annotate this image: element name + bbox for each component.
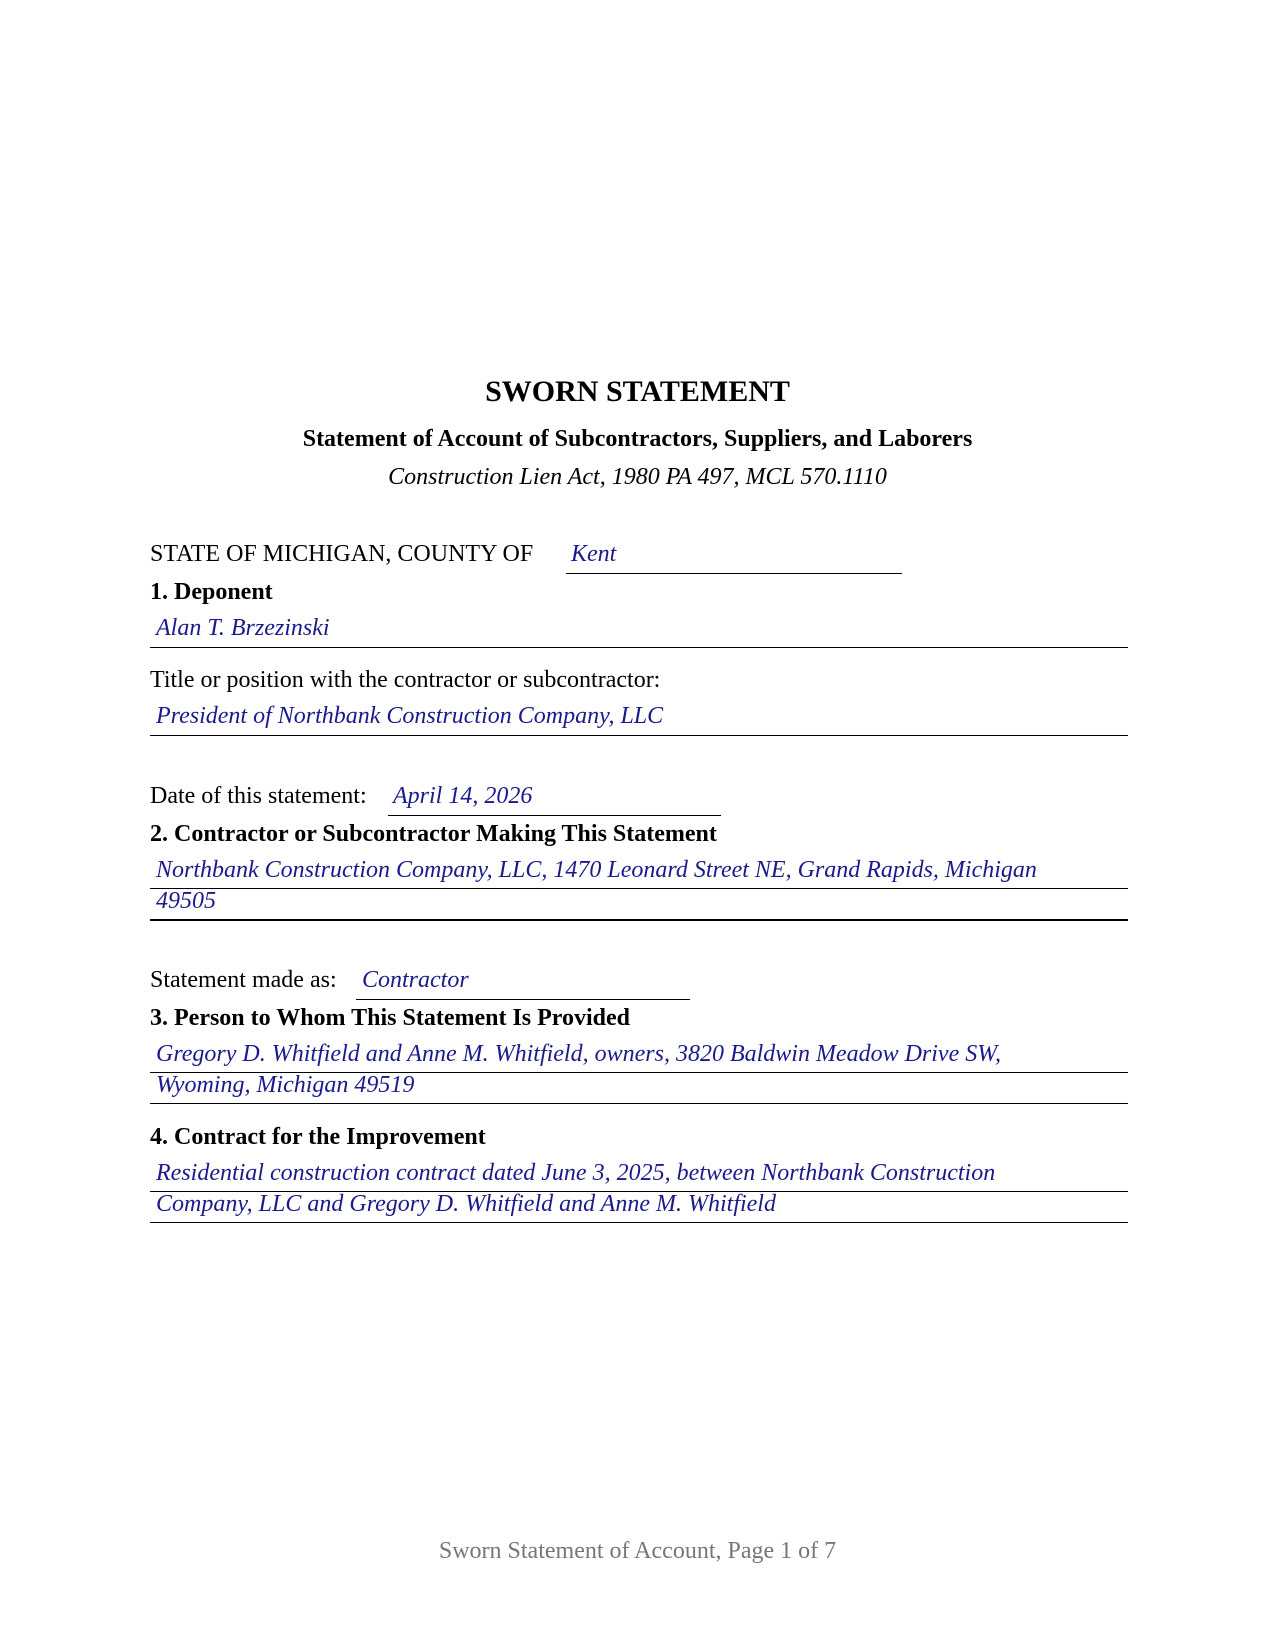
contract-description-line-1[interactable]: Residential construction contract dated June 3, 2025, between Northbank Construction bbox=[156, 1160, 996, 1186]
section-1-heading: 1. Deponent bbox=[150, 579, 273, 605]
title-position-underline bbox=[150, 735, 1128, 736]
contractor-address-line-1[interactable]: Northbank Construction Company, LLC, 1470 Leonard Street NE, Grand Rapids, Michigan bbox=[156, 857, 1037, 883]
recipient-line-1[interactable]: Gregory D. Whitfield and Anne M. Whitfield, owners, 3820 Baldwin Meadow Drive SW, bbox=[156, 1041, 1002, 1067]
recipient-line-2[interactable]: Wyoming, Michigan 49519 bbox=[156, 1072, 415, 1098]
statement-made-as-label: Statement made as: bbox=[150, 967, 337, 993]
statement-made-as-underline bbox=[356, 999, 690, 1000]
section-2-heading: 2. Contractor or Subcontractor Making This Statement bbox=[150, 821, 717, 847]
title-position-label: Title or position with the contractor or subcontractor: bbox=[150, 667, 661, 693]
recipient-underline-2 bbox=[150, 1103, 1128, 1104]
statement-date-underline bbox=[388, 815, 721, 816]
document-title: SWORN STATEMENT bbox=[485, 375, 790, 408]
section-3-heading: 3. Person to Whom This Statement Is Provided bbox=[150, 1005, 631, 1031]
deponent-name-underline bbox=[150, 647, 1128, 648]
contract-description-line-2[interactable]: Company, LLC and Gregory D. Whitfield and Anne M. Whitfield bbox=[156, 1191, 776, 1217]
contractor-address-underline-1 bbox=[150, 888, 1128, 889]
statement-date-value[interactable]: April 14, 2026 bbox=[393, 783, 533, 809]
page-footer: Sworn Statement of Account, Page 1 of 7 bbox=[438, 1538, 837, 1564]
title-position-value[interactable]: President of Northbank Construction Company, LLC bbox=[156, 703, 664, 729]
contractor-address-underline-2 bbox=[150, 919, 1128, 921]
contractor-address-line-2[interactable]: 49505 bbox=[156, 888, 216, 914]
document-subtitle: Statement of Account of Subcontractors, Suppliers, and Laborers bbox=[302, 426, 973, 452]
venue-label: STATE OF MICHIGAN, COUNTY OF bbox=[150, 541, 534, 567]
statute-citation: Construction Lien Act, 1980 PA 497, MCL 570.1110 bbox=[388, 464, 887, 490]
contract-description-underline-2 bbox=[150, 1222, 1128, 1223]
deponent-name-value[interactable]: Alan T. Brzezinski bbox=[156, 615, 330, 641]
county-underline bbox=[566, 573, 902, 574]
section-4-heading: 4. Contract for the Improvement bbox=[150, 1124, 486, 1150]
statement-made-as-value[interactable]: Contractor bbox=[362, 967, 469, 993]
county-value[interactable]: Kent bbox=[571, 541, 617, 567]
statement-date-label: Date of this statement: bbox=[150, 783, 367, 809]
